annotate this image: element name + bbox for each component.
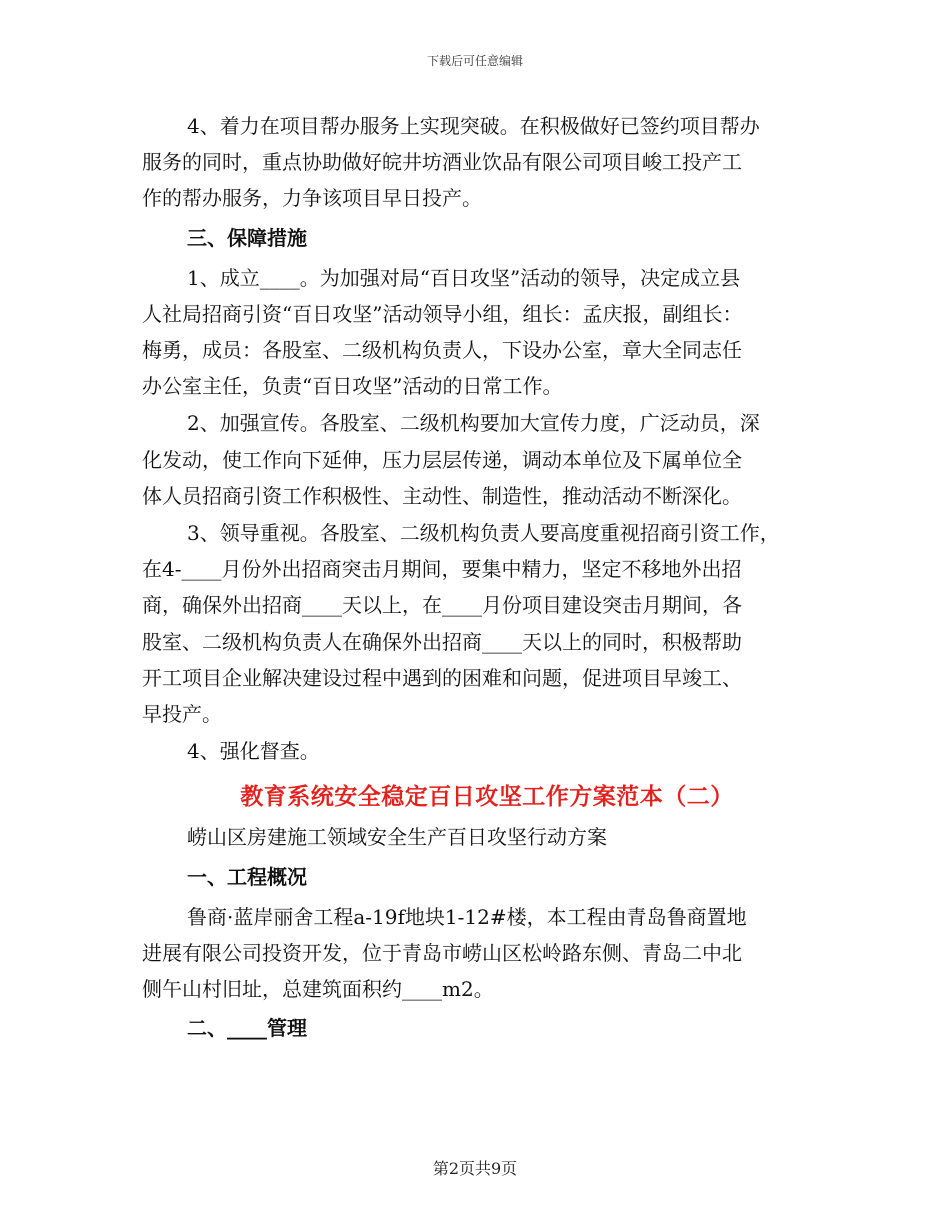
- paragraph-line: 作的帮办服务，力争该项目早日投产。: [142, 186, 482, 211]
- page-footer: 第2页共9页: [432, 1159, 518, 1178]
- paragraph: [142, 819, 832, 855]
- paragraph-line: 体人员招商引资工作积极性、主动性、制造性，推动活动不断深化。: [142, 483, 742, 508]
- paragraph-line: 梅勇，成员：各股室、二级机构负责人，下设办公室，章大全同志任: [142, 338, 742, 363]
- paragraph: [142, 108, 832, 217]
- paragraph-line: 服务的同时，重点协助做好皖井坊酒业饮品有限公司项目峻工投产工: [142, 150, 742, 175]
- paragraph: [142, 733, 832, 769]
- paragraph-line: 商，确保外出招商____天以上，在____月份项目建设突击月期间，各: [142, 593, 742, 618]
- paragraph: [142, 405, 832, 514]
- paragraph-line: 化发动，使工作向下延伸，压力层层传递，调动本单位及下属单位全: [142, 447, 742, 472]
- paragraph-line: 进展有限公司投资开发，位于青岛市崂山区松岭路东侧、青岛二中北: [142, 940, 742, 965]
- section-heading: 一、工程概况: [187, 864, 307, 889]
- paragraph-line: 4、着力在项目帮办服务上实现突破。在积极做好已签约项目帮办: [187, 114, 760, 138]
- section-heading: 二、____管理: [187, 1016, 307, 1041]
- paragraph-line: 人社局招商引资“百日攻坚”活动领导小组，组长：孟庆报，副组长：: [142, 301, 743, 326]
- paragraph-line: 开工项目企业解决建设过程中遇到的困难和问题，促进项目早竣工、: [142, 665, 742, 690]
- paragraph: [142, 515, 832, 732]
- section-heading: 三、保障措施: [187, 225, 307, 250]
- paragraph: [142, 899, 832, 1008]
- paragraph-line: 鲁商·蓝岸丽舍工程a-19f地块1-12#楼，本工程由青岛鲁商置地: [187, 904, 747, 929]
- paragraph-line: 1、成立____。为加强对局“百日攻坚”活动的领导，决定成立县: [187, 265, 741, 290]
- paragraph-line: 在4-____月份外出招商突击月期间，要集中精力，坚定不移地外出招: [142, 557, 742, 582]
- paragraph-line: 股室、二级机构负责人在确保外出招商____天以上的同时，积极帮助: [142, 629, 742, 654]
- paragraph-line: 3、领导重视。各股室、二级机构负责人要高度重视招商引资工作，: [187, 521, 780, 546]
- page-header: 下载后可任意编辑: [426, 54, 523, 68]
- document-title: 教育系统安全稳定百日攻坚工作方案范本（二）: [240, 783, 734, 811]
- paragraph-line: 2、加强宣传。各股室、二级机构要加大宣传力度，广泛动员，深: [187, 411, 760, 436]
- paragraph: [142, 260, 832, 405]
- paragraph-line: 崂山区房建施工领域安全生产百日攻坚行动方案: [187, 825, 607, 850]
- paragraph-line: 早投产。: [142, 702, 222, 727]
- paragraph-line: 办公室主任，负责“百日攻坚”活动的日常工作。: [142, 374, 563, 399]
- document-body: [142, 108, 832, 1050]
- paragraph-line: 侧午山村旧址，总建筑面积约____m2。: [142, 977, 494, 1002]
- paragraph-line: 4、强化督查。: [187, 739, 320, 764]
